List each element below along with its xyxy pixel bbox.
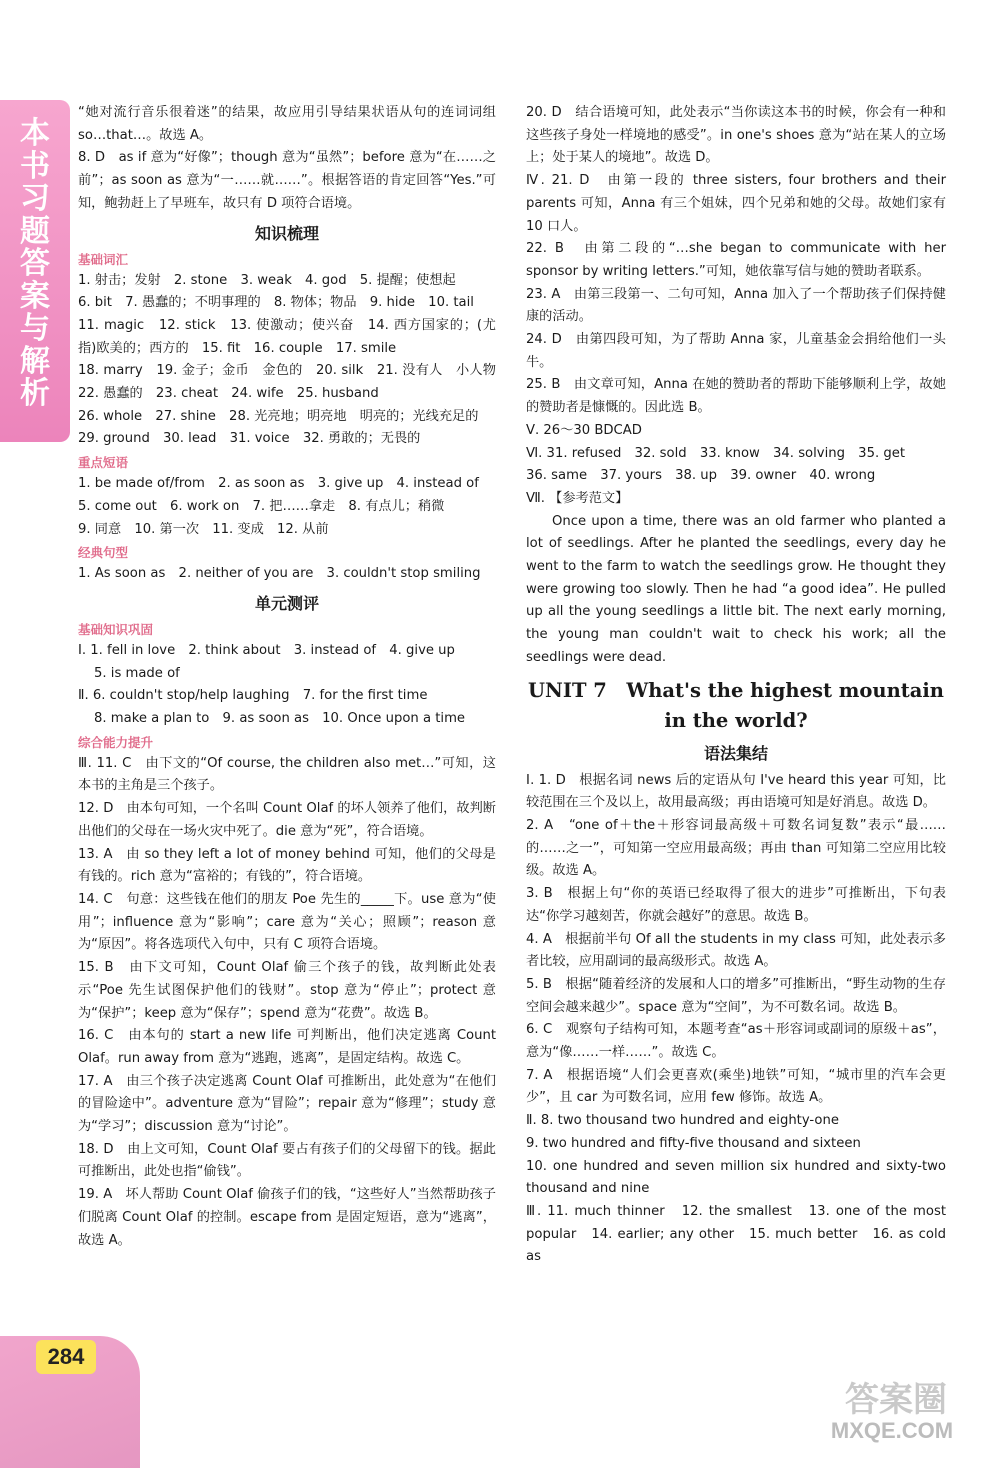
grammar-line: Ⅲ. 11. much thinner 12. the smallest 13. one of the most popular 14. earlier; any other 15. much better 16. as cold as	[526, 1203, 946, 1265]
answer-line: 36. same 37. yours 38. up 39. owner 40. wrong	[526, 468, 876, 484]
vocab-line: 11. magic 12. stick 13. 使激动；使兴奋 14. 西方国家的；(尤指)欧美的；西方的 15. fit 16. couple 17. smile	[78, 317, 496, 356]
grammar-line: 10. one hundred and seven million six hundred and sixty-two thousand and nine	[526, 1158, 946, 1197]
answer-line: Ⅴ. 26～30 BDCAD	[526, 422, 642, 438]
grammar-line: 7. A 根据语境“人们会更喜欢(乘坐)地铁”可知，“城市里的汽车会更少”，且 car 为可数名词，应用 few 修饰。故选 A。	[526, 1067, 946, 1106]
answer-line: Ⅳ. 21. D 由第一段的 three sisters, four brothers and their parents 可知，Anna 有三个姐妹，四个兄弟和她的父母。故她们家有 10 口人。	[526, 173, 946, 234]
tag-sentences: 经典句型	[78, 545, 129, 561]
phrase-line: 9. 同意 10. 第一次 11. 变成 12. 从前	[78, 521, 329, 537]
answer-line: “她对流行音乐很着迷”的结果，故应用引导结果状语从句的连词词组 so…that…。故选 A。	[78, 105, 496, 143]
test-line: Ⅰ. 1. fell in love 2. think about 3. instead of 4. give up	[78, 642, 455, 658]
vocab-line: 18. marry 19. 金子；金币 金色的 20. silk 21. 没有人 小人物 22. 愚蠢的 23. cheat 24. wife 25. husband	[78, 363, 510, 402]
answer-line: Ⅵ. 31. refused 32. sold 33. know 34. solving 35. get	[526, 445, 905, 461]
answer-line: 19. A 坏人帮助 Count Olaf 偷孩子们的钱，“这些好人”当然帮助孩子们脱离 Count Olaf 的控制。escape from 是固定短语，意为“逃离”，故选 A。	[78, 1187, 496, 1248]
vocab-line: 1. 射击；发射 2. stone 3. weak 4. god 5. 提醒；使想起	[78, 272, 456, 288]
answer-line: 24. D 由第四段可知，为了帮助 Anna 家，儿童基金会捐给他们一头牛。	[526, 332, 946, 370]
answer-line: 13. A 由 so they left a lot of money behind 可知，他们的父母是有钱的。rich 意为“富裕的；有钱的”，符合语境。	[78, 846, 496, 885]
grammar-line: 3. B 根据上句“你的英语已经取得了很大的进步”可推断出，下句表达“你学习越刻苦，你就会越好”的意思。故选 B。	[526, 886, 946, 924]
sidebar-title: 本书习题答案与解析	[20, 116, 50, 411]
answer-line: 12. D 由本句可知，一个名叫 Count Olaf 的坏人领养了他们，故判断出他们的父母在一场火灾中死了。die 意为“死”，符合语境。	[78, 801, 496, 839]
vocab-line: 26. whole 27. shine 28. 光亮地；明亮地 明亮的；光线充足的	[78, 408, 479, 424]
section-title-unit-test: 单元测评	[254, 593, 319, 613]
unit-title-line1: UNIT 7 What's the highest mountain	[528, 678, 944, 702]
section-title-knowledge: 知识梳理	[254, 223, 319, 243]
model-essay: Once upon a time, there was an old farmer who planted a lot of seedlings. After he planted the seedlings, every day he went to the farm to watch the seedlings grow. He thought they were growing too slowly. Then he had “a good idea”. He pulled up all the young seedlings a little bit. The next early morning, the young man couldn't wait to check his work; all the seedlings were dead.	[526, 513, 946, 665]
tag-basic-vocab: 基础词汇	[78, 251, 129, 267]
sentence-line: 1. As soon as 2. neither of you are 3. couldn't stop smiling	[78, 566, 481, 582]
answer-line: 20. D 结合语境可知，此处表示“当你读这本书的时候，你会有一种和这些孩子身处一样境地的感受”。in one's shoes 意为“站在某人的立场上；处于某人的境地”。故选 D。	[526, 105, 946, 166]
answer-line: 23. A 由第三段第一、二句可知，Anna 加入了一个帮助孩子们保持健康的活动。	[526, 286, 946, 325]
grammar-line: Ⅰ. 1. D 根据名词 news 后的定语从句 I've heard this year 可知，比较范围在三个及以上，故用最高级；再由语境可知是好消息。故选 D。	[526, 772, 946, 811]
right-column	[526, 102, 946, 1269]
test-line: 8. make a plan to 9. as soon as 10. Once upon a time	[94, 711, 466, 727]
grammar-line: 5. B 根据“随着经济的发展和人口的增多”可推断出，“野生动物的生存空间会越来越少”。space 意为“空间”，为不可数名词。故选 B。	[526, 976, 946, 1015]
answer-line: 17. A 由三个孩子决定逃离 Count Olaf 可推断出，此处意为“在他们的冒险途中”。adventure 意为“冒险”；repair 意为“修理”；study 意为“学习”；discussion 意为“讨论”。	[78, 1073, 496, 1135]
tag-basic-knowledge: 基础知识巩固	[78, 621, 154, 637]
phrase-line: 5. come out 6. work on 7. 把……拿走 8. 有点儿；稍微	[78, 498, 445, 514]
answer-line: 8. D as if 意为“好像”；though 意为“虽然”；before 意为“在……之前”；as soon as 意为“一……就……”。根据答语的肯定回答“Yes.”可知，鲍勃赶上了早班车，故只有 D 项符合语境。	[78, 150, 496, 211]
answer-line: Ⅲ. 11. C 由下文的“Of course, the children also met…”可知，这本书的主角是三个孩子。	[78, 755, 496, 794]
answer-line: 15. B 由下文可知，Count Olaf 偷三个孩子的钱，故判断此处表示“Poe 先生试图保护他们的钱财”。stop 意为“停止”；protect 意为“保护”；keep 意为“保存”；spend 意为“花费”。故选 B。	[78, 960, 496, 1021]
tag-ability: 综合能力提升	[78, 734, 154, 750]
unit-title-line2: in the world?	[664, 708, 808, 732]
unit-title	[526, 676, 946, 736]
grammar-line: 2. A “one of＋the＋形容词最高级＋可数名词复数”表示“最……的……之一”，可知第一空应用最高级；再由 than 可知第二空应用比较级。故选 A。	[526, 817, 946, 879]
answer-line: 18. D 由上文可知，Count Olaf 要占有孩子们的父母留下的钱。据此可推断出，此处也指“偷钱”。	[78, 1141, 496, 1180]
page-number: 284	[36, 1340, 96, 1374]
phrase-line: 1. be made of/from 2. as soon as 3. give up 4. instead of	[78, 476, 479, 492]
left-column	[78, 102, 510, 1252]
vocab-line: 29. ground 30. lead 31. voice 32. 勇敢的；无畏的	[78, 431, 421, 447]
test-line: Ⅱ. 6. couldn't stop/help laughing 7. for the first time	[78, 688, 428, 704]
grammar-line: 4. A 根据前半句 Of all the students in my class 可知，此处表示多者比较，应用副词的最高级形式。故选 A。	[526, 931, 946, 970]
test-line: 5. is made of	[94, 665, 180, 681]
vocab-line: 6. bit 7. 愚蠢的；不明事理的 8. 物体；物品 9. hide 10. tail	[78, 295, 474, 311]
answer-line: 16. C 由本句的 start a new life 可判断出，他们决定逃离 Count Olaf。run away from 意为“逃跑，逃离”，是固定结构。故选 C。	[78, 1028, 496, 1066]
grammar-line: Ⅱ. 8. two thousand two hundred and eighty-one	[526, 1113, 839, 1129]
answer-line: Ⅶ. 【参考范文】	[526, 490, 629, 506]
grammar-line: 6. C 观察句子结构可知，本题考查“as＋形容词或副词的原级＋as”，意为“像……一样……”。故选 C。	[526, 1022, 946, 1061]
section-title-grammar: 语法集结	[703, 743, 768, 763]
grammar-line: 9. two hundred and fifty-five thousand and sixteen	[526, 1135, 861, 1151]
watermark-logo: 答案圈	[845, 1380, 947, 1420]
watermark-site: MXQE.COM	[830, 1418, 954, 1443]
tag-key-phrases: 重点短语	[78, 455, 129, 471]
answer-line: 25. B 由文章可知，Anna 在她的赞助者的帮助下能够顺利上学，故她的赞助者是慷慨的。因此选 B。	[526, 377, 946, 416]
answer-line: 22. B 由第二段的“…she began to communicate with her sponsor by writing letters.”可知，她依靠写信与她的赞助者联系。	[526, 241, 946, 279]
answer-line: 14. C 句意：这些钱在他们的朋友 Poe 先生的_____下。use 意为“使用”；influence 意为“影响”；care 意为“关心；照顾”；reason 意为“原因”。将各选项代入句中，只有 C 项符合语境。	[78, 891, 496, 953]
